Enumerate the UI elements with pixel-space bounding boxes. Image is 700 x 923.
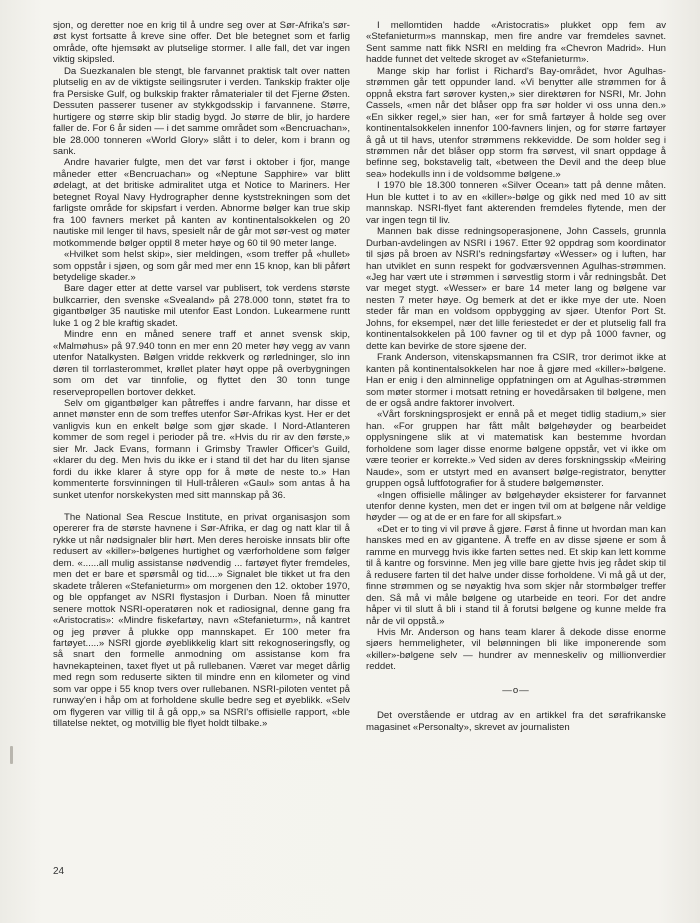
page-number: 24	[53, 866, 65, 877]
article-paragraph: Mange skip har forlist i Richard's Bay-området, hvor Agulhas-strømmen går tett oppunder land. «Vi benytter alle strømmen for å oppnå ekstra fart sørover kysten,» sier direktøren for NSRI, Mr. John Cassels, «men når det blåser opp fra sør holder vi oss unna den.» «En sikker regel,» sier han, «er for små fartøyer å holde seg over kontinentalsokkelen innenfor 100-favners linjen, og for større fartøyer å gå ut til havs, utenfor strømmens rekkevidde. De som holder seg i strømmen når det blåser opp storm fra sørvest, vil snart oppdage å befinne seg, bokstavelig talt, «between the Devil and the deep blue sea» hodekulls inn i de voldsomme bølgene.»	[366, 65, 666, 180]
article-paragraph: I 1970 ble 18.300 tonneren «Silver Ocean» tatt på denne måten. Hun ble kuttet i to av en «killer»-bølge og gikk ned med 10 av sitt mannskap. NSRI-flyet fant akterenden fremdeles flytende, men der var ingen tegn til liv.	[366, 180, 666, 226]
article-paragraph: «Ingen offisielle målinger av bølgehøyder eksisterer for farvannet utenfor denne kysten, men det er ingen tvil om at bølgene når veldige høyder — og at de er en fare for all skipsfart.»	[366, 489, 666, 524]
article-paragraph: The National Sea Rescue Institute, en privat organisasjon som opererer fra de største havnene i Sør-Afrika, er dag og natt klar til å rykke ut når nødsignaler blir hørt. Men deres heroiske innsats blir ofte redusert av «killer»-bølgenes hurtighet og værforholdene som følger dem. «......all mulig assistanse nødvendig ... fartøyet flyter fremdeles, men det er bare et spørsmål og tid....» Signalet ble tikket ut fra den skadete tråleren «Stefanieturm» om morgenen den 12. oktober 1970, og ble oppfanget av NSRI flystasjon i Durban. Noen få minutter senere mottok NSRI-operatøren nok et radiosignal, denne gang fra «Aristocratis»: «Mindre fiskefartøy, navn «Stefanieturm», nå kantret og jeg prøver å plukke opp mannskapet. Er 100 meter fra fartøyet.....» NSRI gjorde øyeblikkelig klart sitt rekognoseringsfly, og så snart den formelle anmodning om assistanse kom fra havnekapteinen, taxet flyet ut på rullebanen. Været var meget dårlig med regn som reduserte sikten til mindre enn en kilometer og vind som var oppe i 55 knop tvers over rullebanen. NSRI-piloten ventet på runway'en i håp om at forholdene skulle bedre seg et øyeblikk. «Selv om flygeren var villig til å gå opp,» sa NSRI's offisielle rapport, «ble tillatelse nektet, og motvillig ble flyet holdt tilbake.»	[53, 512, 350, 730]
article-paragraph: Da Suezkanalen ble stengt, ble farvannet praktisk talt over natten plutselig en av de viktigste seilingsruter i verden. Tankskip frakter olje fra Persiske Gulf, og bulkskip frakter råmaterialer til det Fjerne Østen. Dessuten passerer tusener av stykkgodsskip i farvannene. Større, hurtigere og større skip blir stadig bygd. Jo større de blir, jo hardere faller de. For 6 år siden — i det samme området som «Bencruachan», ble 28.000 tonneren «World Glory» slått i to deler, kom i brann og sank.	[53, 65, 351, 157]
article-paragraph: «Det er to ting vi vil prøve å gjøre. Først å finne ut hvordan man kan hanskes med en av gigantene. Å treffe en av disse sjøene er som å ramme en murvegg hvis ikke farten settes ned. Et skip kan lett komme til å kantre og forsvinne. Men jeg ville bare gjette hvis jeg rådet skip til å redusere farten til det halve under disse forholdene. Vi må gå ut der, finne strømmen og se nøyaktig hva som skjer når stormbølger treffer den. Så må vi måle bølgene og utarbeide en teori. For det andre håper vi til slutt å bli i stand til å forutsi bølgene og kunne melde fra når de vil oppstå.»	[366, 523, 666, 627]
article-paragraph: «Vårt forskningsprosjekt er ennå på et meget tidlig stadium,» sier han. «For gruppen har fått målt bølgehøyder og bearbeidet opplysningene slik at vi matematisk kan bestemme hvordan forholdene som lager disse enorme bølgene oppstår, vet vi ikke om være teorier er korrekte.» Ved siden av deres forskningsskip «Meiring Naude», som er utstyrt med en avansert bølge-registrator, benytter gruppen også luftfotografier for å studere bølgemønster.	[366, 409, 666, 490]
article-paragraph: Frank Anderson, vitenskapsmannen fra CSIR, tror derimot ikke at kanten på kontinentalsokkelen har noe å gjøre med «killer»-bølgene. Han er enig i den alminnelige oppfatningen om at Agulhas-strømmen som møter stormer i motsatt retning er hovedårsaken til bølgene, men de er også andre faktorer involvert.	[366, 352, 666, 409]
article-paragraph: Det overstående er utdrag av en artikkel fra det sørafrikanske magasinet «Personalty», skrevet av journalisten	[366, 710, 666, 733]
left-column	[53, 20, 350, 730]
article-paragraph: Selv om gigantbølger kan påtreffes i andre farvann, har disse et annet mønster enn de som treffes utenfor Sør-Afrikas kyst. Her er det vanligvis kun en enkelt bølge som gjør skade. I Nord-Atlanteren kommer de som regel i perioder på tre. «Hvis du rir av den første,» sier Mr. Jack Evans, formann i Grimsby Trawler Officer's Guild, «klarer du deg. Men hvis du ikke er i stand til det har du liten sjanse fordi du ikke klarer å styre opp for å møte de neste to.» Han kommenterte forsvinningen til Hull-tråleren «Gaul» som antas å ha sunket utenfor norskekysten med sitt mannskap på 36.	[53, 397, 350, 501]
article-paragraph: Bare dager etter at dette varsel var publisert, tok verdens største bulkcarrier, den svenske «Svealand» på 278.000 tonn, støtet fra to gigantbølger 35 nautiske mil utenfor East London. Lukearmene runtt luke 1 og 2 ble kraftig skadet.	[53, 283, 350, 329]
right-column	[366, 20, 666, 733]
article-paragraph: Mindre enn en måned senere traff et annet svensk skip, «Malmøhus» på 97.940 tonn en mer enn 20 meter høy vegg av vann utenfor Natalkysten. Bølgen vridde rekkverk og rørledninger, slo inn døren til torrlasterommet, krøllet plater høyt oppe på overbygningen som om det var tinnfolie, og flyttet den 30 tonn tunge reservepropellen bortover dekket.	[53, 329, 350, 398]
binding-mark	[10, 746, 13, 764]
section-divider: —o—	[502, 684, 530, 696]
article-paragraph: Hvis Mr. Anderson og hans team klarer å dekode disse enorme sjøers hemmeligheter, vil belønningen bli like imponerende som «killer»-bølgene selv — hundrer av menneskeliv og millionverdier reddet.	[366, 627, 666, 673]
article-paragraph: Mannen bak disse redningsoperasjonene, John Cassels, grunnla Durban-avdelingen av NSRI i 1967. Etter 92 oppdrag som koordinator til sjøs på broen av NSRI's redningsfartøy «Wesser» og i luften, har han utviklet en sunn respekt for godværsvennen Agulhas-strømmen. «Jeg har vært ute i strømmen i sørvestlig storm i vår redningsbåt. Det var meget stygt. «Wesser» er bare 14 meter lang og bølgene var nesten 7 meter høye. Og bemerk at det er ikke mye der ute. Noen steder får man en voldsom oppbygging av sjøer. Utenfor Port St. Johns, for eksempel, nær det lille feriestedet er der et plutselig fall fra kontinentalsokkelen på 100 favner og til et dyp på 1000 favner, og dette kan bevirke de store sjøene der.	[366, 226, 666, 352]
article-paragraph: I mellomtiden hadde «Aristocratis» plukket opp fem av «Stefanieturm»s mannskap, men fire andre var fremdeles savnet. Sent samme natt fikk NSRI en melding fra «Chevron Madrid». Hun hadde funnet det veltede skroget av «Stefanieturm».	[366, 20, 666, 66]
article-paragraph: Andre havarier fulgte, men det var først i oktober i fjor, mange måneder etter «Bencruachan» og «Neptune Sapphire» var blitt ødelagt, at det britiske admiralitet utga et Notice to Mariners. Her betegnet Royal Navy Hydrographer denne kyststrekningen som det farligste område for skipsfart i verden. Abnorme bølger kan true skip fra 100 favners merket på kanten av kontinentalsokkelen og 20 nautiske mil lenger til havs, spesielt når de går mot sør-vest og møter motkommende bølger opptil 8 meter høye og 60 til 90 meter lange.	[53, 157, 350, 249]
paragraph-gap	[53, 501, 350, 512]
article-paragraph: «Hvilket som helst skip», sier meldingen, «som treffer på «hullet» som oppstår i sjøen, og som går med mer enn 15 knop, kan bli påført betydelige skader.»	[53, 249, 350, 283]
article-paragraph: sjon, og deretter noe en krig til å undre seg over at Sør-Afrika's sør-øst kyst fortsatte å kreve sine offer. Det ble betegnet som et farlig område, ofte hjemsøkt av plutselige stormer. I alle fall, det var ingen viktig skipsled.	[53, 20, 350, 66]
